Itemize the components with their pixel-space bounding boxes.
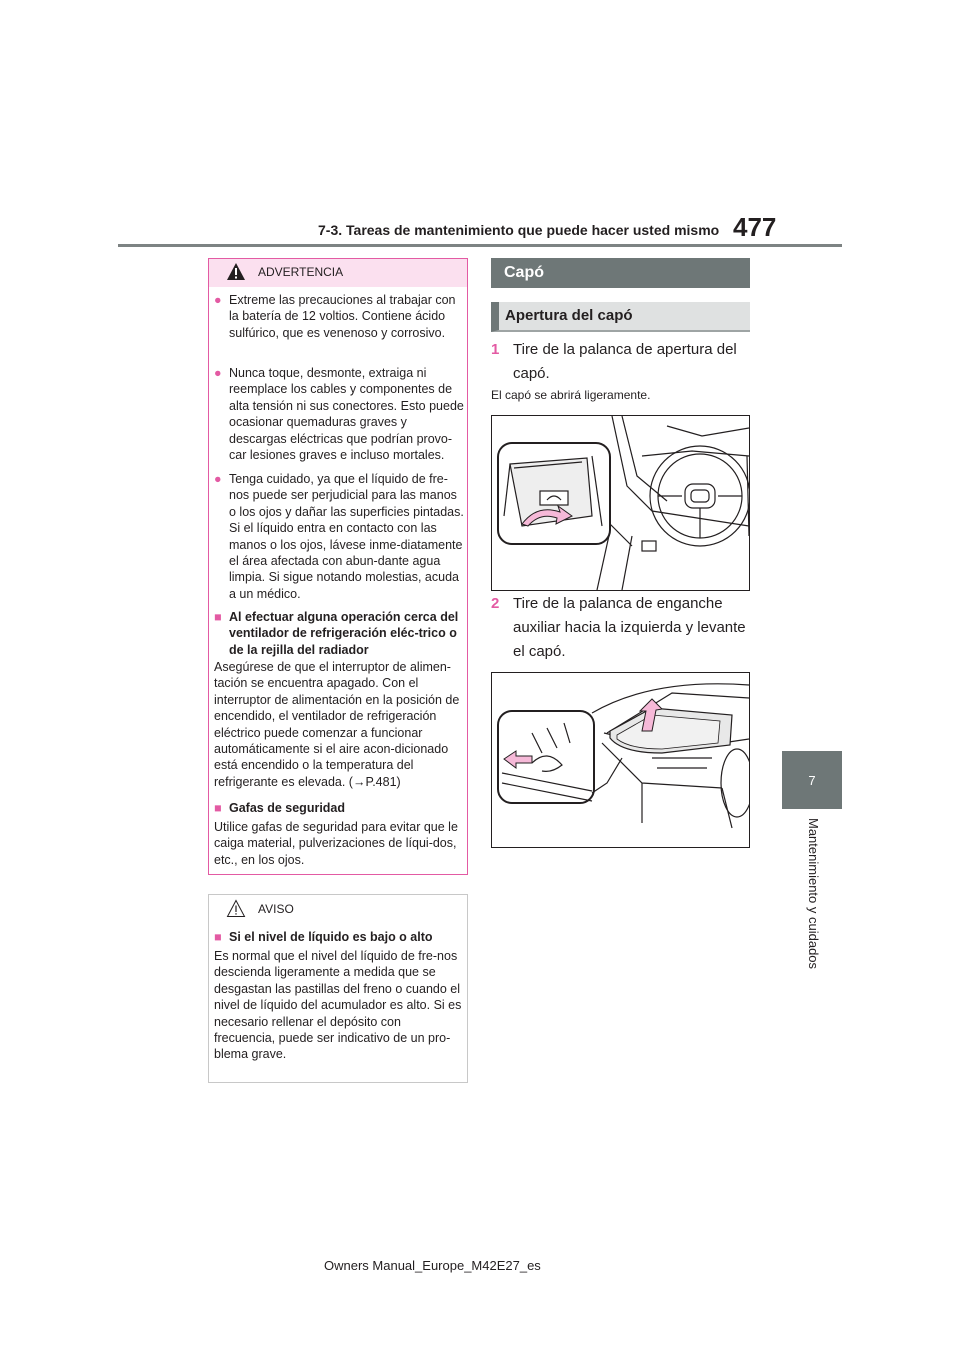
section-heading: Capó (491, 258, 750, 288)
step-note: El capó se abrirá ligeramente. (491, 388, 651, 402)
notice-subsection-title (214, 929, 464, 945)
step-2 (491, 592, 750, 664)
header-rule (118, 244, 842, 247)
warning-bullet (214, 365, 464, 463)
chapter-tab (782, 751, 842, 809)
notice-title: AVISO (258, 902, 294, 916)
bullet-dot-icon: ● (214, 472, 222, 486)
warning-sub1-title: Al efectuar alguna operación cerca del ventilador de refrigeración eléc-trico o de la rejilla del radiador (229, 610, 459, 657)
warning-sub1-body: Asegúrese de que el interruptor de alimen-tación se encuentra apagado. Con el interruptor de alimentación en la posición de encendido, el ventilador de refrigeración eléctrico puede comenzar a funcionar automáticamente si el aire acon-dicionado está encendido o la temperatura del refrigerante es elevada. (→P.481) (214, 660, 460, 789)
hood-release-illustration (491, 415, 750, 591)
hood-lift-drawing (492, 673, 749, 847)
caution-triangle-icon (226, 899, 246, 918)
page-number: 477 (733, 212, 777, 242)
section-title: 7-3. Tareas de mantenimiento que puede hacer usted mismo (318, 222, 720, 238)
step-number: 1 (491, 341, 500, 358)
bullet-dot-icon: ● (214, 293, 222, 307)
step-1 (491, 338, 750, 386)
warning-sub2-title: Gafas de seguridad (229, 801, 346, 815)
warning-sub2-body: Utilice gafas de seguridad para evitar que le caiga material, pulverizaciones de líqui-dos, etc., en los ojos. (214, 820, 458, 867)
notice-sub-title: Si el nivel de líquido es bajo o alto (229, 930, 433, 944)
bullet-dot-icon: ● (214, 366, 222, 380)
warning-bullet-text: Tenga cuidado, ya que el líquido de fre-nos puede ser perjudicial para las manos o los ojos y dañar las superficies pintadas. Si el líquido entra en contacto con las manos o los ojos, lávese inme-diatamente el área afectada con abun-dante agua limpia. Si sigue notando molestias, acuda a un médico. (229, 472, 464, 601)
notice-body: Es normal que el nivel del líquido de fre-nos descienda ligeramente a medida que se desgastan las pastillas del freno o cuando el nivel de líquido del acumulador es alto. Si es necesario rellenar el depósito con frecuencia, puede ser indicativo de un pro-blema grave. (214, 949, 462, 1062)
square-bullet-icon: ■ (214, 610, 222, 624)
chapter-label: Mantenimiento y cuidados (806, 818, 821, 970)
warning-subsection-title (214, 800, 464, 816)
warning-subsection-title (214, 609, 464, 658)
chapter-number: 7 (808, 772, 816, 788)
step-number: 2 (491, 595, 500, 612)
warning-bullet (214, 292, 464, 341)
warning-title: ADVERTENCIA (258, 265, 344, 279)
footer-text: Owners Manual_Europe_M42E27_es (324, 1258, 541, 1273)
hood-release-drawing (492, 416, 749, 590)
step-text: Tire de la palanca de apertura del capó. (513, 341, 737, 382)
warning-bullet (214, 471, 464, 602)
subsection-heading: Apertura del capó (491, 302, 750, 332)
warning-bullet-text: Extreme las precauciones al trabajar con la batería de 12 voltios. Contiene ácido sulfúrico, que es venenoso y corrosivo. (229, 293, 456, 340)
square-bullet-icon: ■ (214, 930, 222, 944)
step-text: Tire de la palanca de enganche auxiliar hacia la izquierda y levante el capó. (513, 595, 746, 660)
warning-bullet-text: Nunca toque, desmonte, extraiga ni reemplace los cables y componentes de alta tensión ni sus conectores. Esto puede ocasionar quemaduras graves y descargas eléctricas que podrían provo-car lesiones graves e incluso mortales. (229, 366, 464, 463)
warning-triangle-icon (226, 262, 246, 281)
hood-lift-illustration (491, 672, 750, 848)
chapter-label-wrap (803, 818, 823, 988)
square-bullet-icon: ■ (214, 801, 222, 815)
